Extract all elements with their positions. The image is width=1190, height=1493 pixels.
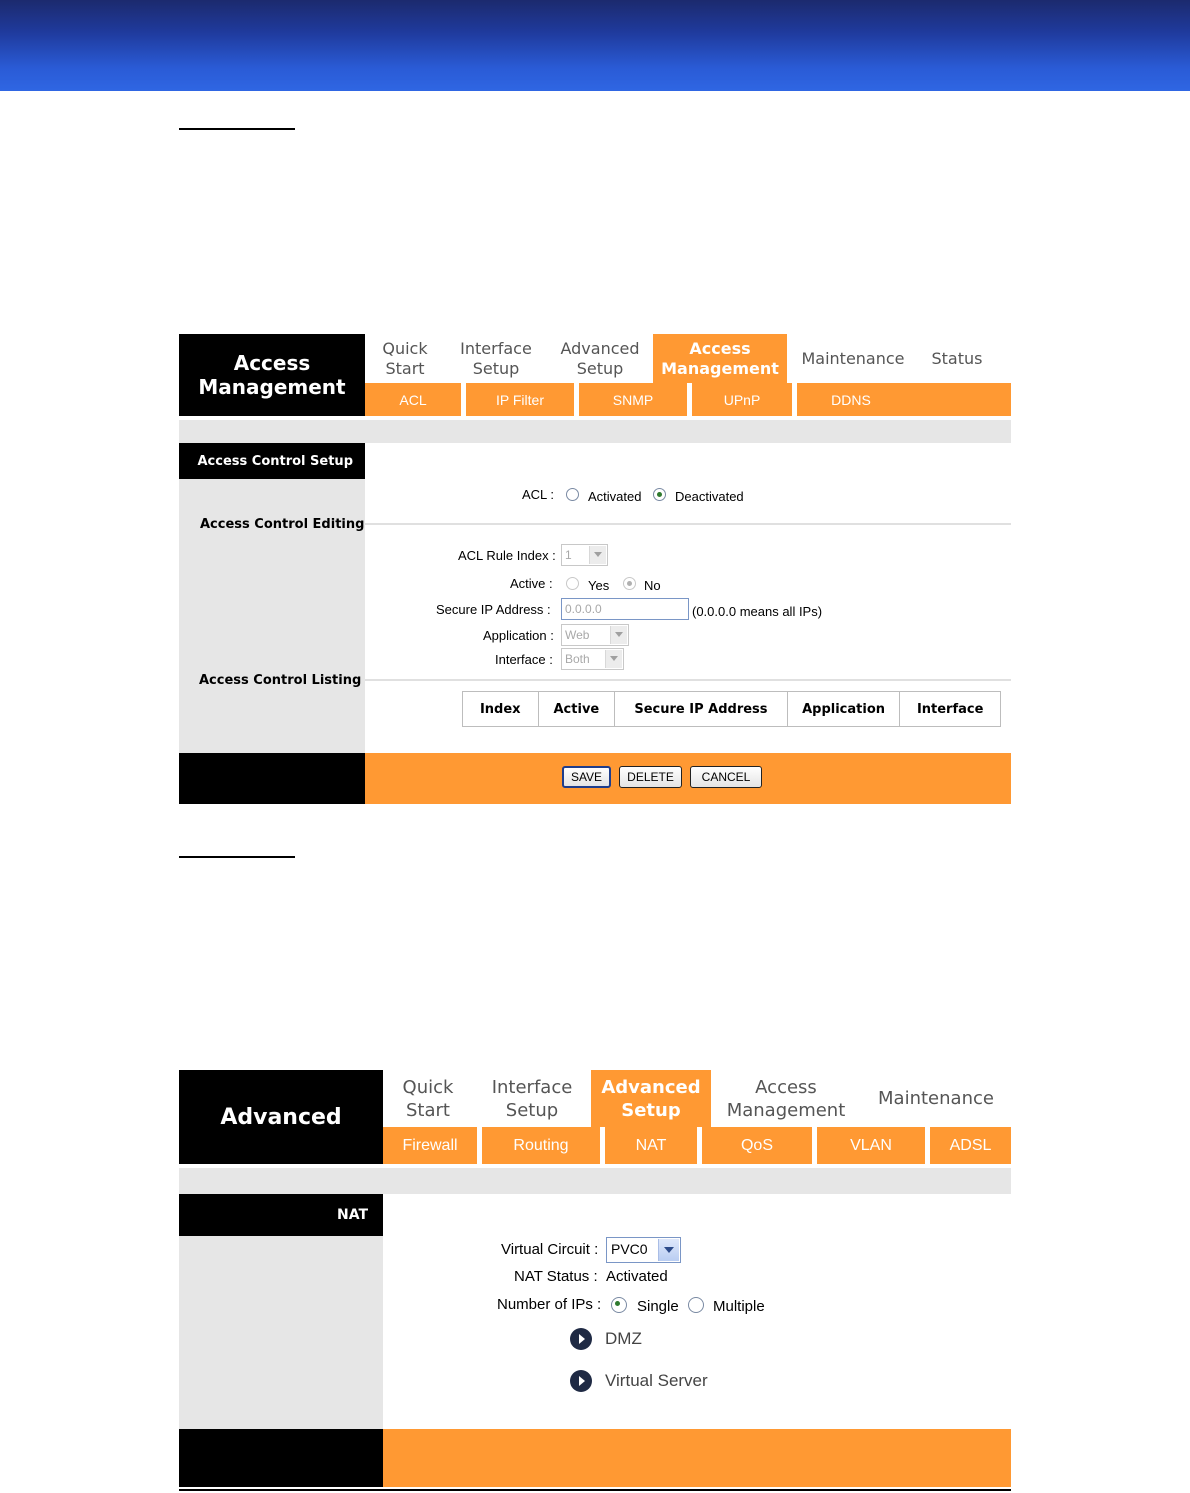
application-value: Web <box>565 628 590 642</box>
section-nat: NAT <box>179 1194 383 1236</box>
chevron-down-icon <box>610 626 627 644</box>
application-select[interactable] <box>561 624 629 646</box>
section-access-control-listing: Access Control Listing <box>199 673 362 688</box>
chevron-down-icon <box>605 650 622 668</box>
access-management-panel <box>179 334 1011 804</box>
col-index: Index <box>463 692 539 727</box>
subtab-routing[interactable]: Routing <box>513 1136 569 1154</box>
tab-status[interactable]: Status <box>931 348 983 368</box>
virtual-server-link[interactable]: Virtual Server <box>605 1371 708 1390</box>
tab-quick-start[interactable]: Quick Start <box>402 1076 454 1121</box>
left-sidebar <box>179 443 365 753</box>
subtab-acl[interactable]: ACL <box>399 391 427 408</box>
footer-left <box>179 753 365 804</box>
application-label: Application : <box>483 628 554 643</box>
multiple-ip-label: Multiple <box>713 1298 765 1315</box>
tab-interface-setup[interactable]: Interface Setup <box>491 1076 573 1121</box>
panel-title: Advanced <box>179 1070 383 1164</box>
active-no-label: No <box>644 578 661 593</box>
chevron-down-icon <box>589 546 606 564</box>
single-ip-label: Single <box>637 1298 679 1315</box>
secure-ip-hint: (0.0.0.0 means all IPs) <box>692 604 823 619</box>
virtual-circuit-select[interactable] <box>606 1237 681 1263</box>
tab-access-management[interactable]: Access Management <box>653 334 787 383</box>
footer-bar <box>383 1429 1011 1487</box>
acl-activated-label: Activated <box>588 489 642 504</box>
subtab-bar <box>365 383 1011 416</box>
interface-value: Both <box>565 652 590 666</box>
tab-maintenance[interactable]: Maintenance <box>801 348 905 368</box>
subtab-firewall[interactable]: Firewall <box>402 1136 458 1154</box>
col-secure-ip: Secure IP Address <box>615 692 788 727</box>
active-yes-radio[interactable] <box>566 577 579 590</box>
section-access-control-setup: Access Control Setup <box>179 443 365 479</box>
panel-title: Access Management <box>179 334 365 416</box>
nat-status-value: Activated <box>606 1268 668 1285</box>
page-bottom-rule <box>179 1489 1011 1491</box>
chevron-down-icon <box>658 1239 679 1261</box>
subtab-ip-filter[interactable]: IP Filter <box>496 391 544 408</box>
secure-ip-input[interactable]: 0.0.0.0 <box>561 598 689 620</box>
delete-button[interactable]: DELETE <box>619 766 682 788</box>
acl-deactivated-radio[interactable] <box>653 488 666 501</box>
dmz-link[interactable]: DMZ <box>605 1329 642 1348</box>
multiple-ip-radio[interactable] <box>688 1297 704 1313</box>
acl-activated-radio[interactable] <box>566 488 579 501</box>
tab-advanced-setup[interactable]: Advanced Setup <box>591 1070 711 1127</box>
underline-2 <box>179 856 295 858</box>
interface-label: Interface : <box>495 652 553 667</box>
footer-bar <box>365 753 1011 804</box>
subtab-ddns[interactable]: DDNS <box>831 391 871 408</box>
subtab-qos[interactable]: QoS <box>740 1136 773 1154</box>
subtab-snmp[interactable]: SNMP <box>612 391 654 408</box>
footer-left <box>179 1429 383 1487</box>
advanced-panel <box>179 1070 1011 1487</box>
col-interface: Interface <box>900 692 1001 727</box>
rule-index-label: ACL Rule Index : <box>458 548 556 563</box>
acl-deactivated-label: Deactivated <box>675 489 744 504</box>
tab-access-management[interactable]: Access Management <box>726 1076 846 1121</box>
number-of-ips-label: Number of IPs : <box>497 1296 602 1313</box>
arrow-right-icon <box>570 1370 592 1392</box>
header-banner <box>0 0 1190 91</box>
subtab-vlan[interactable]: VLAN <box>850 1136 892 1154</box>
single-ip-radio[interactable] <box>611 1297 627 1313</box>
virtual-circuit-value: PVC0 <box>611 1241 648 1257</box>
acl-label: ACL : <box>522 487 555 502</box>
grey-strip <box>179 420 1011 443</box>
rule-index-select[interactable] <box>561 544 608 566</box>
rule-index-value: 1 <box>565 548 572 562</box>
divider <box>365 523 1011 525</box>
col-active: Active <box>538 692 615 727</box>
underline-1 <box>179 128 295 130</box>
divider <box>365 679 1011 681</box>
acl-listing-table <box>462 691 1001 727</box>
tab-quick-start[interactable]: Quick Start <box>382 338 428 378</box>
subtab-upnp[interactable]: UPnP <box>723 391 761 408</box>
active-yes-label: Yes <box>588 578 610 593</box>
secure-ip-label: Secure IP Address : <box>436 602 551 617</box>
tab-interface-setup[interactable]: Interface Setup <box>460 338 532 378</box>
virtual-circuit-label: Virtual Circuit : <box>501 1241 599 1258</box>
section-access-control-editing: Access Control Editing <box>200 517 365 532</box>
active-label: Active : <box>510 576 553 591</box>
subtab-nat[interactable]: NAT <box>635 1136 667 1154</box>
subtab-bar <box>383 1127 1011 1164</box>
tab-advanced-setup[interactable]: Advanced Setup <box>560 338 640 378</box>
save-button[interactable]: SAVE <box>562 766 611 788</box>
grey-strip <box>179 1168 1011 1194</box>
cancel-button[interactable]: CANCEL <box>690 766 762 788</box>
active-no-radio[interactable] <box>623 577 636 590</box>
interface-select[interactable] <box>561 648 624 670</box>
arrow-right-icon <box>570 1328 592 1350</box>
col-application: Application <box>787 692 900 727</box>
subtab-adsl[interactable]: ADSL <box>949 1136 992 1154</box>
nat-status-label: NAT Status : <box>514 1268 598 1285</box>
tab-maintenance[interactable]: Maintenance <box>878 1087 994 1109</box>
